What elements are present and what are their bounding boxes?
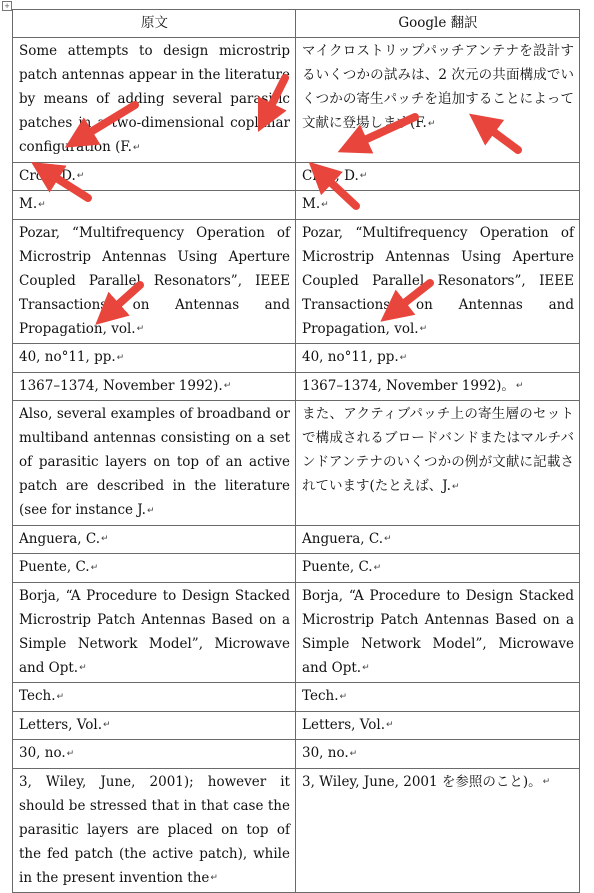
translation-cell[interactable] [296,401,580,526]
translation-cell[interactable] [296,711,580,740]
cell-text: 40, no°11, pp. [19,349,116,365]
table-row [13,344,580,373]
original-cell[interactable] [13,554,296,583]
cell-text: マイクロストリップパッチアンテナを設計するいくつかの試みは、2 次元の共面構成でいくつかの寄生パッチを追加することによって文献に登場します(F. [302,43,574,131]
original-cell[interactable] [13,768,296,893]
cell-text: また、アクティブパッチ上の寄生層のセットで構成されるブロードバンドまたはマルチバンドアンテナのいくつかの例が文献に記載されています(たとえば、J. [302,406,574,494]
paragraph-mark-icon: ↵ [132,142,141,153]
original-cell[interactable] [13,162,296,191]
cell-text: Letters, Vol. [19,716,103,733]
translation-table [12,9,580,893]
cell-text: M. [19,196,38,212]
paragraph-mark-icon: ↵ [451,481,460,492]
paragraph-mark-icon: ↵ [321,199,329,210]
table-row [13,162,580,191]
cell-text: Anguera, C. [19,530,100,547]
paragraph-mark-icon: ↵ [210,873,218,883]
cell-text: 1367–1374, November 1992). [19,377,223,394]
paragraph-mark-icon: ↵ [359,171,368,181]
paragraph-mark-icon: ↵ [103,720,111,730]
table-row [13,711,580,740]
translation-cell[interactable] [296,768,580,893]
cell-text: 1367–1374, November 1992)。 [302,377,515,394]
translation-cell[interactable] [296,554,580,583]
cell-text: Croq, D. [19,167,76,184]
translation-cell[interactable] [296,344,580,373]
cell-text: Letters, Vol. [302,716,386,733]
table-row [13,740,580,769]
original-cell[interactable] [13,740,296,769]
table-body [13,38,580,893]
paragraph-mark-icon: ↵ [136,324,145,334]
cell-text: Tech. [19,688,56,704]
paragraph-mark-icon: ↵ [339,691,348,702]
original-cell[interactable] [13,38,296,163]
cell-text: 3, Wiley, June, 2001 を参照のこと)。 [302,773,542,790]
cell-text: Borja, “A Procedure to Design Stacked Microstrip Patch Antennas Based on a Simple Network Model”, Microwave and Opt. [302,587,574,676]
cell-text: 40, no°11, pp. [302,349,399,365]
original-cell[interactable] [13,525,296,554]
cell-text: Tech. [302,688,339,704]
cell-text: Pozar, “Multifrequency Operation of Microstrip Antennas Using Aperture Coupled Parallel Resonators”, IEEE Transactions on Antennas and Propagation, vol. [19,224,290,337]
original-cell[interactable] [13,372,296,401]
translation-cell[interactable] [296,740,580,769]
cell-text: M. [302,196,321,212]
header-original: 原文 [13,10,296,38]
paragraph-mark-icon: ↵ [419,324,428,334]
table-move-handle-icon[interactable]: + [2,1,12,11]
paragraph-mark-icon: ↵ [79,663,87,673]
paragraph-mark-icon: ↵ [373,562,382,573]
table-row [13,582,580,683]
original-cell[interactable] [13,401,296,526]
paragraph-mark-icon: ↵ [66,748,75,759]
paragraph-mark-icon: ↵ [223,381,232,391]
paragraph-mark-icon: ↵ [90,562,99,573]
paragraph-mark-icon: ↵ [362,663,370,673]
paragraph-mark-icon: ↵ [349,748,358,759]
header-translated: Google 翻訳 [296,10,580,38]
cell-text: Borja, “A Procedure to Design Stacked Microstrip Patch Antennas Based on a Simple Network Model”, Microwave and Opt. [19,587,290,676]
original-cell[interactable] [13,191,296,220]
paragraph-mark-icon: ↵ [399,352,408,363]
translation-cell[interactable] [296,162,580,191]
cell-text: 30, no. [19,745,66,761]
cell-text: Anguera, C. [302,530,383,547]
table-row [13,525,580,554]
translation-cell[interactable] [296,219,580,344]
table-header-row [13,10,580,38]
paragraph-mark-icon: ↵ [542,777,551,787]
original-cell[interactable] [13,582,296,683]
paragraph-mark-icon: ↵ [386,720,394,730]
cell-text: Puente, C. [19,559,90,575]
translation-cell[interactable] [296,191,580,220]
translation-cell[interactable] [296,582,580,683]
paragraph-mark-icon: ↵ [76,171,85,181]
translation-cell[interactable] [296,525,580,554]
cell-text: Puente, C. [302,559,373,575]
paragraph-mark-icon: ↵ [515,381,524,391]
original-cell[interactable] [13,711,296,740]
paragraph-mark-icon: ↵ [116,352,125,363]
table-row [13,219,580,344]
table-row [13,768,580,893]
translation-cell[interactable] [296,683,580,712]
translation-cell[interactable] [296,372,580,401]
cell-text: 30, no. [302,745,349,761]
translation-cell[interactable] [296,38,580,163]
original-cell[interactable] [13,219,296,344]
table-row [13,401,580,526]
table-row [13,191,580,220]
table-row [13,372,580,401]
table-row [13,554,580,583]
cell-text: 3, Wiley, June, 2001); however it should be stressed that in that case the parasitic layers are placed on top of the fed patch (the active patch), while in the present invention the [19,773,290,886]
paragraph-mark-icon: ↵ [101,534,109,544]
paragraph-mark-icon: ↵ [146,505,155,516]
paragraph-mark-icon: ↵ [427,118,436,129]
table-row [13,38,580,163]
original-cell[interactable] [13,344,296,373]
paragraph-mark-icon: ↵ [384,534,392,544]
paragraph-mark-icon: ↵ [56,691,65,702]
cell-text: Also, several examples of broadband or multiband antennas consisting on a set of parasitic layers on top of an active patch are described in the literature (see for instance J. [19,406,290,518]
paragraph-mark-icon: ↵ [38,199,46,210]
table-row [13,683,580,712]
cell-text: Pozar, “Multifrequency Operation of Microstrip Antennas Using Aperture Coupled Parallel Resonators”, IEEE Transactions on Antennas and Propagation, vol. [302,224,574,337]
cell-text: Some attempts to design microstrip patch antennas appear in the literature by means of adding several parasitic patches in a two-dimensional coplanar configuration (F. [19,43,290,155]
cell-text: Croq, D. [302,167,359,184]
original-cell[interactable] [13,683,296,712]
